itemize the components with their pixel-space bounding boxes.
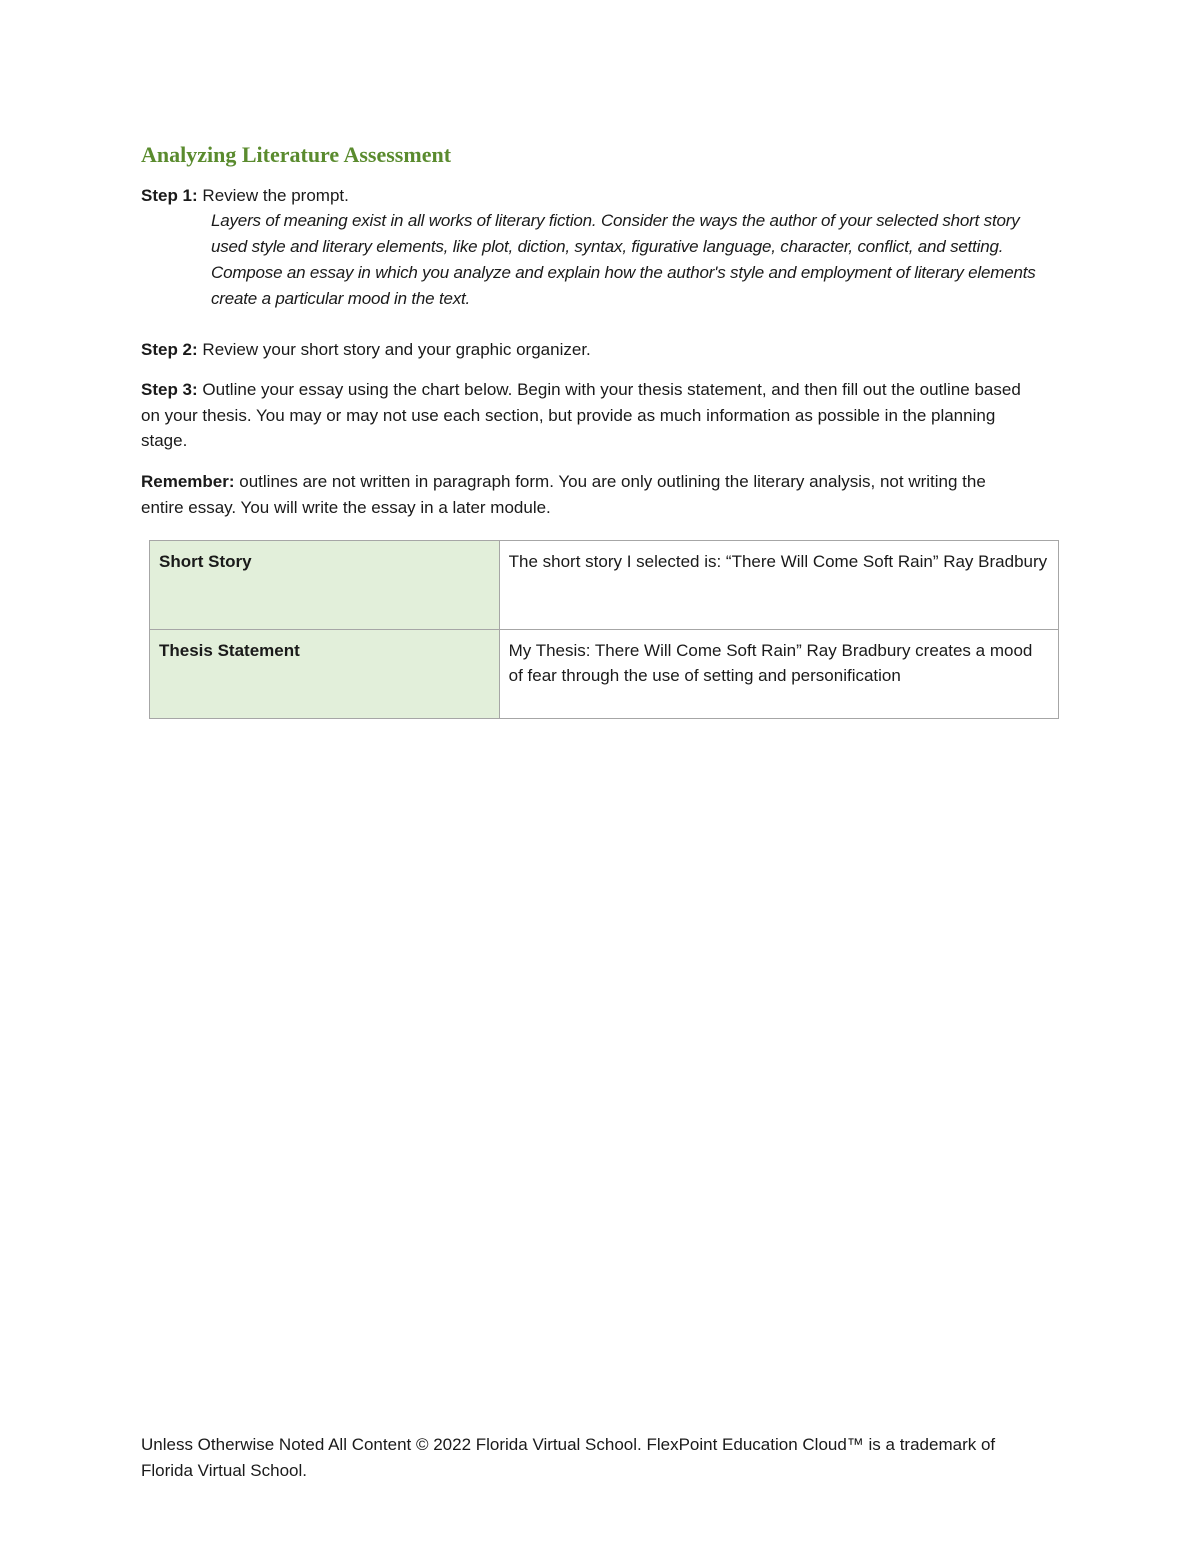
step-1-label: Step 1: (141, 186, 198, 205)
step-3-text: Outline your essay using the chart below. Begin with your thesis statement, and then fill out the outline based on your thesis. You may or may not use each section, but provide as much information as possible in the planning stage. (141, 380, 1021, 450)
table-row (150, 541, 1059, 630)
step-3-label: Step 3: (141, 380, 198, 399)
step-1 (141, 183, 1021, 209)
step-2-text: Review your short story and your graphic organizer. (197, 340, 591, 359)
step-1-text: Review the prompt. (197, 186, 349, 205)
step-2 (141, 337, 1021, 363)
remember-label: Remember: (141, 472, 235, 491)
step-3 (141, 377, 1021, 454)
thesis-statement-label: Thesis Statement (150, 630, 500, 719)
thesis-statement-value[interactable]: My Thesis: There Will Come Soft Rain” Ray Bradbury creates a mood of fear through the use of setting and personification (499, 630, 1058, 719)
short-story-value[interactable]: The short story I selected is: “There Will Come Soft Rain” Ray Bradbury (499, 541, 1058, 630)
outline-table (149, 540, 1059, 719)
remember-note (141, 469, 1021, 520)
copyright-footer: Unless Otherwise Noted All Content © 2022 Florida Virtual School. FlexPoint Education Cloud™ is a trademark of Florida Virtual School. (141, 1435, 996, 1480)
page-title: Analyzing Literature Assessment (141, 142, 452, 167)
remember-text: outlines are not written in paragraph form. You are only outlining the literary analysis, not writing the entire essay. You will write the essay in a later module. (141, 472, 986, 517)
step-2-label: Step 2: (141, 340, 198, 359)
assessment-prompt: Layers of meaning exist in all works of literary fiction. Consider the ways the author of your selected short story used style and literary elements, like plot, diction, syntax, figurative language, character, conflict, and setting. Compose an essay in which you analyze and explain how the author's style and employment of literary elements create a particular mood in the text. (211, 211, 1036, 308)
short-story-label: Short Story (150, 541, 500, 630)
table-row (150, 630, 1059, 719)
